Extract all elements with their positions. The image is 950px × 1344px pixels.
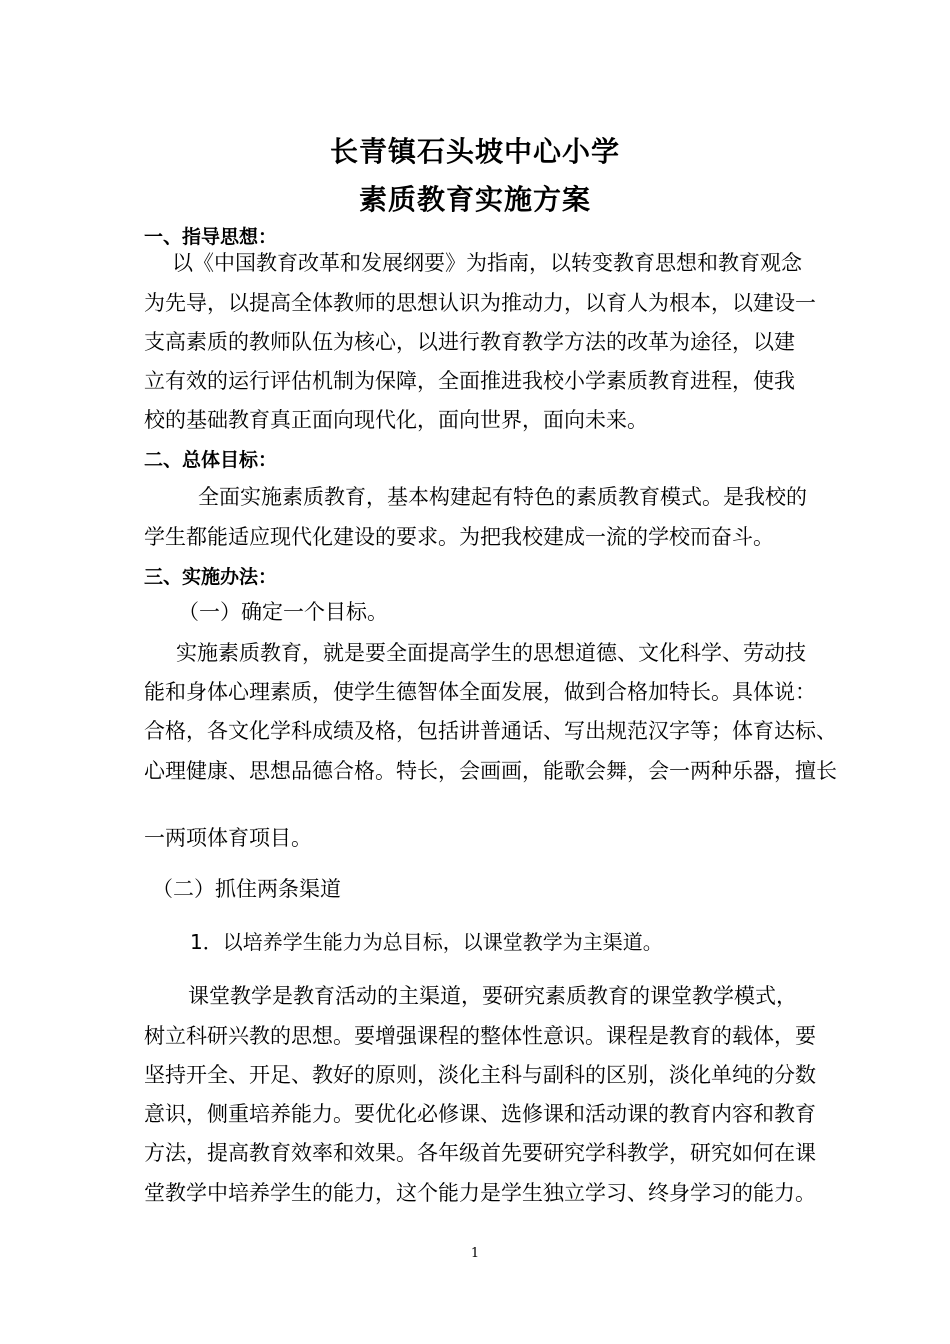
subsection-heading: （一）确定一个目标。 xyxy=(178,600,388,624)
paragraph-line: 堂教学中培养学生的能力，这个能力是学生独立学习、终身学习的能力。 xyxy=(144,1181,816,1205)
paragraph-line: 一两项体育项目。 xyxy=(144,826,312,850)
paragraph-line: 支高素质的教师队伍为核心，以进行教育教学方法的改革为途径，以建 xyxy=(144,330,795,354)
section-heading-overall-goal: 二、总体目标： xyxy=(144,449,278,471)
paragraph-line: 校的基础教育真正面向现代化，面向世界，面向未来。 xyxy=(144,408,648,432)
paragraph-line: 能和身体心理素质，使学生德智体全面发展，做到合格加特长。具体说： xyxy=(144,680,816,704)
paragraph-line: 心理健康、思想品德合格。特长，会画画，能歌会舞，会一两种乐器，擅长 xyxy=(144,759,837,783)
paragraph-line: 以《中国教育改革和发展纲要》为指南，以转变教育思想和教育观念 xyxy=(172,251,802,275)
paragraph-line: 树立科研兴教的思想。要增强课程的整体性意识。课程是教育的载体，要 xyxy=(144,1024,816,1048)
paragraph-line: 实施素质教育，就是要全面提高学生的思想道德、文化科学、劳动技 xyxy=(176,641,806,665)
paragraph-line: 合格，各文化学科成绩及格，包括讲普通话、写出规范汉字等；体育达标、 xyxy=(144,719,837,743)
paragraph-line: 坚持开全、开足、教好的原则，淡化主科与副科的区别，淡化单纯的分数 xyxy=(144,1063,816,1087)
paragraph-line: 意识，侧重培养能力。要优化必修课、选修课和活动课的教育内容和教育 xyxy=(144,1102,816,1126)
paragraph-line: 方法，提高教育效率和效果。各年级首先要研究学科教学，研究如何在课 xyxy=(144,1141,816,1165)
section-heading-guiding-ideology: 一、指导思想： xyxy=(144,226,278,248)
paragraph-line: 学生都能适应现代化建设的要求。为把我校建成一流的学校而奋斗。 xyxy=(144,525,774,549)
paragraph-line: 为先导，以提高全体教师的思想认识为推动力，以育人为根本，以建设一 xyxy=(144,291,816,315)
paragraph-line: 课堂教学是教育活动的主渠道，要研究素质教育的课堂教学模式， xyxy=(188,984,797,1008)
paragraph-line: 全面实施素质教育，基本构建起有特色的素质教育模式。是我校的 xyxy=(198,485,807,509)
document-title: 长青镇石头坡中心小学 xyxy=(329,135,620,168)
numbered-item: 1．以培养学生能力为总目标，以课堂教学为主渠道。 xyxy=(190,930,663,954)
subsection-heading: （二）抓住两条渠道 xyxy=(152,877,341,901)
section-heading-implementation: 三、实施办法： xyxy=(144,566,278,588)
document-subtitle: 素质教育实施方案 xyxy=(358,183,591,216)
paragraph-line: 立有效的运行评估机制为保障，全面推进我校小学素质教育进程，使我 xyxy=(144,369,795,393)
page-number: 1 xyxy=(470,1246,480,1261)
